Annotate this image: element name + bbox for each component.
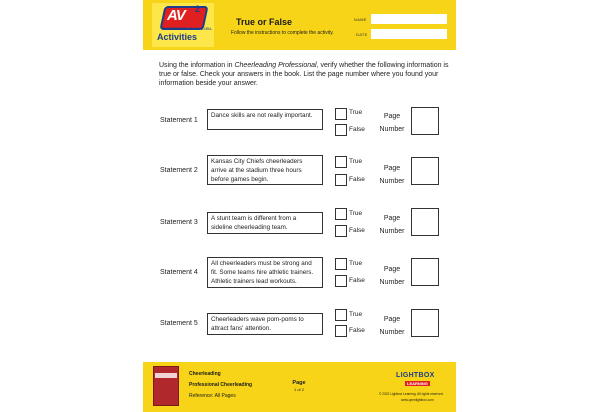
book-cover-title-band [155, 373, 177, 378]
statement-text: Kansas City Chiefs cheerleaders arrive at the stadium three hours before games begin. [207, 155, 323, 185]
false-label: False [349, 126, 365, 133]
name-field[interactable] [371, 14, 447, 24]
page-number-box[interactable] [411, 107, 439, 135]
true-label: True [349, 260, 363, 267]
true-checkbox[interactable] [335, 108, 347, 120]
footer-copyright: © 2022 Lightbox Learning. All rights reserved. [379, 392, 444, 396]
intro-text-after: , verify whether the following information is true or false. Check your answers in the book. List the page number where you found your information beside your answer. [159, 62, 449, 87]
date-label: DATE [356, 32, 368, 37]
name-label: NAME [354, 17, 367, 22]
statement-label: Statement 5 [160, 320, 198, 327]
page-number-label: Page Number [379, 215, 405, 235]
footer-page-of: 1 of 2 [293, 387, 304, 392]
false-label: False [349, 277, 365, 284]
intro-paragraph [159, 61, 449, 88]
statement-text: Cheerleaders wave pom-poms to attract fans' attention. [207, 313, 323, 335]
true-label: True [349, 311, 363, 318]
footer-url: www.openlightbox.com [401, 398, 434, 402]
true-checkbox[interactable] [335, 309, 347, 321]
intro-text-before: Using the information in [159, 62, 235, 69]
date-field[interactable] [371, 29, 447, 39]
true-label: True [349, 109, 363, 116]
logo-text: AV [167, 7, 185, 24]
page-number-label: Page Number [379, 165, 405, 185]
true-checkbox[interactable] [335, 208, 347, 220]
footer-series: Cheerleading [189, 371, 221, 377]
false-checkbox[interactable] [335, 225, 347, 237]
page-number-box[interactable] [411, 258, 439, 286]
statement-label: Statement 3 [160, 219, 198, 226]
statement-label: Statement 1 [160, 117, 198, 124]
footer-reference: Reference: All Pages [189, 393, 236, 399]
lightbox-logo: LIGHTBOX [396, 372, 435, 379]
lightbox-logo-sub: LEARNING [407, 381, 428, 386]
page-number-label: Page Number [379, 113, 405, 133]
intro-book-title: Cheerleading Professional [234, 62, 317, 69]
worksheet-page [143, 0, 456, 412]
statement-label: Statement 4 [160, 269, 198, 276]
statement-text: A stunt team is different from a sideline cheerleading team. [207, 212, 323, 234]
worksheet-title: True or False [236, 17, 293, 27]
page-number-box[interactable] [411, 208, 439, 236]
worksheet-instructions: Follow the instructions to complete the activity. [231, 30, 334, 36]
statement-text: All cheerleaders must be strong and fit. Some teams hire athletic trainers. Athletic trainers lead workouts. [207, 257, 323, 288]
worksheet-footer [143, 362, 456, 412]
page-number-label: Page Number [379, 266, 405, 286]
statement-text: Dance skills are not really important. [207, 109, 323, 130]
footer-book-title: Professional Cheerleading [189, 382, 253, 388]
true-label: True [349, 210, 363, 217]
page-number-box[interactable] [411, 309, 439, 337]
book-cover-image [153, 366, 179, 406]
true-label: True [349, 158, 363, 165]
logo-superscript: 2 [195, 4, 201, 14]
page-number-label: Page Number [379, 316, 405, 336]
worksheet-header [143, 0, 456, 50]
logo-subtitle: POWERED BY WEIGL [163, 26, 213, 31]
false-checkbox[interactable] [335, 174, 347, 186]
false-checkbox[interactable] [335, 325, 347, 337]
false-checkbox[interactable] [335, 124, 347, 136]
section-label: Activities [157, 32, 198, 42]
false-label: False [349, 176, 365, 183]
false-label: False [349, 327, 365, 334]
true-checkbox[interactable] [335, 258, 347, 270]
false-checkbox[interactable] [335, 275, 347, 287]
false-label: False [349, 227, 365, 234]
true-checkbox[interactable] [335, 156, 347, 168]
footer-page-label: Page [292, 380, 306, 386]
statement-label: Statement 2 [160, 167, 198, 174]
page-number-box[interactable] [411, 157, 439, 185]
